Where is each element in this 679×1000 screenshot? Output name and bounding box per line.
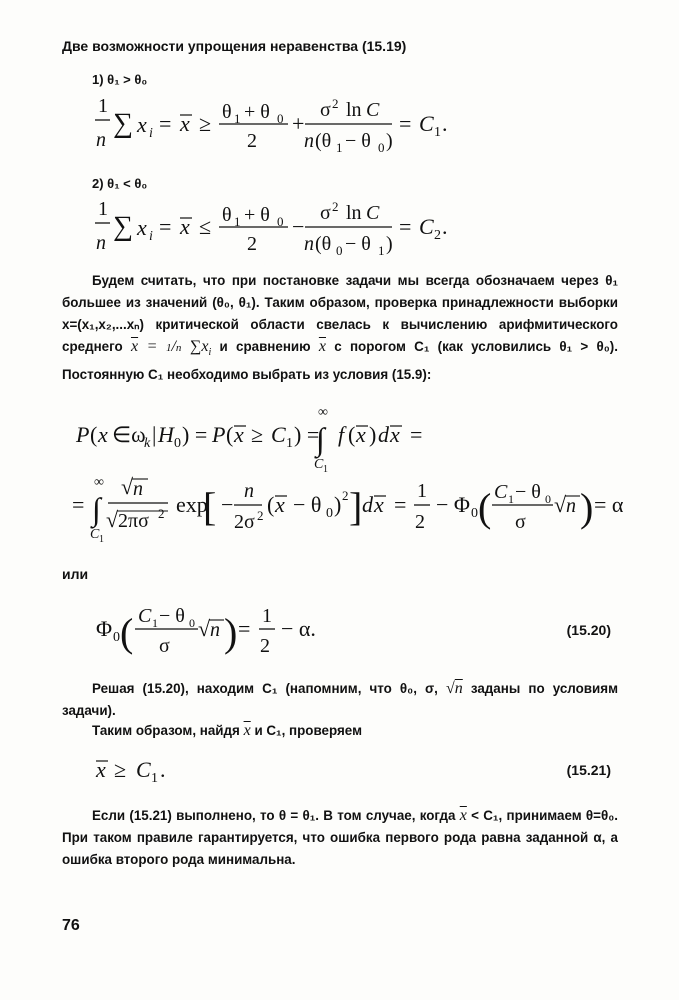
svg-text:−: − xyxy=(292,214,305,239)
svg-text:d: d xyxy=(362,492,373,517)
svg-text:=: = xyxy=(159,214,172,239)
svg-text:∑: ∑ xyxy=(113,108,133,139)
sqrt-n-inline: √n xyxy=(446,680,463,697)
svg-text:x: x xyxy=(275,492,285,517)
svg-text:+: + xyxy=(292,111,305,136)
svg-text:C: C xyxy=(136,757,151,782)
svg-text:2: 2 xyxy=(342,488,349,503)
svg-text:) =: ) = xyxy=(182,422,208,447)
svg-text:x: x xyxy=(137,215,147,240)
svg-text:H: H xyxy=(158,422,174,447)
svg-text:): ) xyxy=(386,233,393,255)
svg-text:0: 0 xyxy=(336,243,343,258)
svg-text:∈ω: ∈ω xyxy=(112,422,146,447)
svg-text:[: [ xyxy=(203,484,217,529)
svg-text:=: = xyxy=(410,422,423,447)
svg-text:1: 1 xyxy=(234,111,241,126)
paragraph-3-part-a: Таким образом, найдя xyxy=(92,723,240,738)
svg-text:|: | xyxy=(152,422,157,447)
or-word: или xyxy=(62,566,89,582)
svg-text:1: 1 xyxy=(378,243,385,258)
svg-text:0: 0 xyxy=(378,140,385,155)
svg-text:C: C xyxy=(271,422,286,447)
svg-text:σ: σ xyxy=(320,99,331,121)
svg-text:2σ: 2σ xyxy=(234,511,255,533)
svg-text:2: 2 xyxy=(415,511,425,533)
svg-text:≥: ≥ xyxy=(199,111,212,136)
svg-text:ln: ln xyxy=(346,99,362,121)
svg-text:− θ: − θ xyxy=(515,481,541,503)
svg-text:=: = xyxy=(72,492,85,517)
paragraph-4-part-a: Если (15.21) выполнено, то θ = θ₁. В том случае, когда xyxy=(92,808,456,823)
svg-text:0: 0 xyxy=(471,506,478,521)
svg-text:) =: ) = xyxy=(294,422,320,447)
svg-text:∞: ∞ xyxy=(94,475,104,490)
paragraph-3-part-b: и C₁, проверяем xyxy=(254,723,362,738)
svg-text:): ) xyxy=(369,422,377,447)
svg-text:(θ: (θ xyxy=(315,130,332,152)
svg-text:(: ( xyxy=(226,422,234,447)
svg-text:1: 1 xyxy=(151,771,158,786)
svg-text:∫: ∫ xyxy=(92,491,101,527)
page-number: 76 xyxy=(62,917,80,934)
svg-text:(: ( xyxy=(90,422,98,447)
svg-text:√: √ xyxy=(106,507,119,532)
svg-text:): ) xyxy=(334,492,342,517)
paragraph-1-part-b: и сравнению xyxy=(219,339,311,354)
svg-text:− θ: − θ xyxy=(159,605,185,627)
svg-text:∞: ∞ xyxy=(318,405,328,420)
svg-text:θ: θ xyxy=(222,204,232,226)
paragraph-3 xyxy=(62,720,618,742)
svg-text:1: 1 xyxy=(434,125,441,140)
mean-symbol-inline-3: $\overline{x}$ xyxy=(459,807,467,824)
svg-text:=: = xyxy=(238,616,251,641)
svg-text:P: P xyxy=(212,422,226,447)
svg-text:C: C xyxy=(366,99,380,121)
svg-text:x: x xyxy=(390,422,400,447)
svg-text:x: x xyxy=(374,492,384,517)
svg-text:1: 1 xyxy=(99,534,104,545)
svg-text:1: 1 xyxy=(286,436,293,451)
svg-text:− α.: − α. xyxy=(281,616,316,641)
svg-text:(θ: (θ xyxy=(315,233,332,255)
svg-text:2: 2 xyxy=(260,635,270,657)
svg-text:√: √ xyxy=(198,616,211,641)
svg-text:n: n xyxy=(244,480,254,502)
svg-text:0: 0 xyxy=(326,506,333,521)
page-heading: Две возможности упрощения неравенства (15.19) xyxy=(62,38,407,54)
svg-text:n: n xyxy=(304,233,314,255)
svg-text:1: 1 xyxy=(323,464,328,475)
svg-text:.: . xyxy=(442,214,448,239)
svg-text:2: 2 xyxy=(257,508,264,523)
svg-text:1: 1 xyxy=(98,95,108,117)
svg-text:= α: = α xyxy=(594,492,624,517)
svg-text:− θ: − θ xyxy=(293,492,322,517)
svg-text:d: d xyxy=(378,422,389,447)
svg-text:x: x xyxy=(98,422,108,447)
mean-symbol-inline-2: $\overline{x}$ xyxy=(243,722,251,739)
svg-text:n: n xyxy=(96,129,106,151)
svg-text:− Φ: − Φ xyxy=(436,492,470,517)
svg-text:1: 1 xyxy=(262,605,272,627)
svg-text:n: n xyxy=(566,495,576,517)
svg-text:≤: ≤ xyxy=(199,214,212,239)
svg-text:C: C xyxy=(366,202,380,224)
svg-text:k: k xyxy=(144,436,151,451)
svg-text:1: 1 xyxy=(336,140,343,155)
svg-text:x: x xyxy=(234,422,244,447)
svg-text:(: ( xyxy=(348,422,356,447)
svg-text:∫: ∫ xyxy=(316,421,325,457)
svg-text:exp: exp xyxy=(176,492,208,517)
svg-text:2: 2 xyxy=(247,233,257,255)
equation-number-15-20: (15.20) xyxy=(566,622,611,638)
svg-text:σ: σ xyxy=(320,202,331,224)
svg-text:): ) xyxy=(386,130,393,152)
svg-text:P: P xyxy=(76,422,90,447)
svg-text:): ) xyxy=(580,485,594,530)
paragraph-2-part-a: Решая (15.20), находим C₁ (напомним, что θ₀, σ, xyxy=(92,681,438,696)
svg-text:σ: σ xyxy=(159,635,170,657)
svg-text:−: − xyxy=(221,492,234,517)
svg-text:0: 0 xyxy=(113,630,120,645)
paragraph-2 xyxy=(62,678,618,722)
svg-text:x: x xyxy=(180,214,190,239)
paragraph-4-part-b: < C₁, принимаем θ=θ₀. При таком правиле гарантируется, что ошибка первого рода равна заданной α, а ошибка второго рода минимальна. xyxy=(62,808,618,867)
svg-text:√: √ xyxy=(121,474,134,499)
paragraph-1-part-c: с порогом C₁ (как условились θ₁ > θ₀). Постоянную C₁ необходимо выбрать из условия (15.9): xyxy=(62,339,618,383)
svg-text:x: x xyxy=(180,111,190,136)
svg-text:0: 0 xyxy=(189,616,195,630)
svg-text:− θ: − θ xyxy=(345,130,371,152)
svg-text:ln: ln xyxy=(346,202,362,224)
svg-text:1: 1 xyxy=(234,214,241,229)
svg-text:2πσ: 2πσ xyxy=(118,510,149,532)
svg-text:): ) xyxy=(224,610,238,655)
svg-text:n: n xyxy=(210,619,220,641)
svg-text:(: ( xyxy=(120,610,134,655)
svg-text:+ θ: + θ xyxy=(244,204,270,226)
paragraph-4 xyxy=(62,805,618,871)
svg-text:]: ] xyxy=(349,484,363,529)
svg-text:C: C xyxy=(494,481,508,503)
svg-text:C: C xyxy=(419,214,434,239)
svg-text:n: n xyxy=(304,130,314,152)
svg-text:n: n xyxy=(96,232,106,254)
svg-text:x: x xyxy=(356,422,366,447)
svg-text:0: 0 xyxy=(174,436,181,451)
svg-text:n: n xyxy=(133,478,143,500)
svg-text:2: 2 xyxy=(247,130,257,152)
paragraph-2-part-b: заданы по условиям задачи). xyxy=(62,681,618,718)
svg-text:i: i xyxy=(149,126,153,141)
svg-text:1: 1 xyxy=(98,198,108,220)
svg-text:+ θ: + θ xyxy=(244,101,270,123)
svg-text:C: C xyxy=(314,457,324,472)
svg-text:0: 0 xyxy=(277,111,284,126)
svg-text:0: 0 xyxy=(545,492,551,506)
mean-formula-inline: $\overline{x} = 1/n$ $\sum x_i$ xyxy=(130,338,212,359)
svg-text:2: 2 xyxy=(332,96,339,111)
svg-text:C: C xyxy=(419,111,434,136)
svg-text:.: . xyxy=(160,757,166,782)
svg-text:1: 1 xyxy=(152,616,158,630)
paragraph-1 xyxy=(62,270,618,386)
svg-text:(: ( xyxy=(267,492,275,517)
paragraph-1-part-a: Будем считать, что при постановке задачи мы всегда обозначаем через θ₁ большее из значений (θ₀, θ₁). Таким образом, проверка принадлежности выборки x=(x₁,x₂,...xₙ) критической области свелась к вычислению арифмитического среднего xyxy=(62,273,618,354)
svg-text:2: 2 xyxy=(332,199,339,214)
svg-text:f: f xyxy=(338,422,345,447)
svg-text:2: 2 xyxy=(434,228,441,243)
svg-text:=: = xyxy=(394,492,407,517)
svg-text:0: 0 xyxy=(277,214,284,229)
svg-text:√: √ xyxy=(554,492,567,517)
svg-text:.: . xyxy=(442,111,448,136)
svg-text:≥: ≥ xyxy=(251,422,264,447)
svg-text:Φ: Φ xyxy=(96,616,113,641)
svg-text:− θ: − θ xyxy=(345,233,371,255)
svg-text:θ: θ xyxy=(222,101,232,123)
svg-text:1: 1 xyxy=(508,492,514,506)
svg-text:x: x xyxy=(96,757,106,782)
svg-text:i: i xyxy=(149,229,153,244)
case-1-label: 1) θ₁ > θ₀ xyxy=(92,72,148,87)
mean-symbol-inline: $\overline{x}$ xyxy=(318,338,326,355)
svg-text:=: = xyxy=(159,111,172,136)
svg-text:1: 1 xyxy=(417,480,427,502)
svg-text:(: ( xyxy=(478,485,492,530)
case-2-label: 2) θ₁ < θ₀ xyxy=(92,176,148,191)
svg-text:σ: σ xyxy=(515,511,526,533)
svg-text:=: = xyxy=(399,214,412,239)
equation-number-15-21: (15.21) xyxy=(566,762,611,778)
svg-text:2: 2 xyxy=(158,506,165,521)
svg-text:x: x xyxy=(137,112,147,137)
svg-text:=: = xyxy=(399,111,412,136)
svg-text:C: C xyxy=(138,605,152,627)
svg-text:∑: ∑ xyxy=(113,211,133,242)
svg-text:≥: ≥ xyxy=(114,757,127,782)
svg-text:C: C xyxy=(90,527,100,542)
